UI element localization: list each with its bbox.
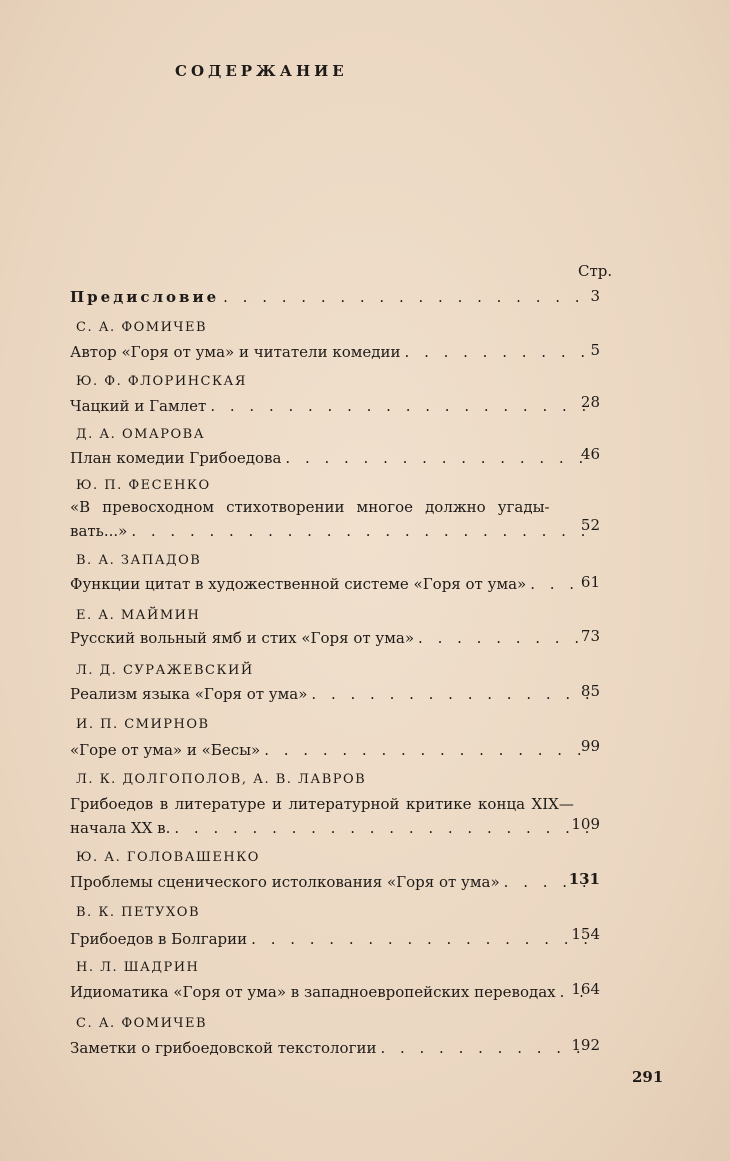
toc-entry-title-text: вать...» [70, 522, 128, 540]
dot-leader [206, 396, 590, 416]
toc-entry-title-text: «Горе от ума» и «Бесы» [70, 741, 261, 759]
toc-entry-title [70, 342, 590, 362]
toc-entry-title [70, 740, 590, 760]
toc-entry-title [70, 872, 590, 892]
toc-author: Ю. А. ГОЛОВАШЕНКО [76, 850, 260, 865]
toc-page-number: 109 [571, 815, 600, 833]
toc-author: Л. Д. СУРАЖЕВСКИЙ [76, 663, 254, 678]
dot-leader [127, 521, 590, 541]
toc-page-number: 164 [571, 980, 600, 998]
toc-entry-title-text: Функции цитат в художественной системе «Горя от ума» [70, 575, 527, 593]
toc-entry-title [70, 521, 590, 541]
toc-author: Ю. Ф. ФЛОРИНСКАЯ [76, 374, 247, 389]
toc-page-number: 131 [568, 870, 600, 888]
toc-entry-title-text: Грибоедов в Болгарии [70, 930, 248, 948]
toc-entry-title-text: Автор «Горя от ума» и читатели комедии [70, 343, 401, 361]
toc-page-number: 52 [580, 516, 600, 534]
toc-author: В. А. ЗАПАДОВ [76, 553, 202, 568]
dot-leader [260, 740, 590, 760]
dot-leader [219, 287, 590, 307]
toc-page-number: 61 [580, 573, 600, 591]
toc-author: С. А. ФОМИЧЕВ [76, 320, 208, 335]
toc-entry-title-text: Заметки о грибоедовской текстологии [70, 1039, 377, 1057]
dot-leader [247, 929, 590, 949]
toc-entry-title-text: Реализм языка «Горя от ума» [70, 685, 308, 703]
dot-leader [170, 818, 590, 838]
toc-author: И. П. СМИРНОВ [76, 717, 210, 732]
toc-entry-title-text: Русский вольный ямб и стих «Горя от ума» [70, 629, 415, 647]
toc-page-number: 5 [590, 341, 600, 359]
toc-entry-title [70, 1038, 590, 1058]
toc-author: Н. Л. ШАДРИН [76, 960, 200, 975]
toc-page-number: 3 [590, 287, 600, 305]
toc-entry-title [70, 396, 590, 416]
toc-author: Д. А. ОМАРОВА [76, 427, 206, 442]
toc-entry-title [70, 628, 590, 648]
toc-entry-title-text: Проблемы сценического истолкования «Горя от ума» [70, 873, 500, 891]
toc-author: С. А. ФОМИЧЕВ [76, 1016, 208, 1031]
toc-entry-title [70, 929, 590, 949]
toc-entry-title [70, 574, 590, 594]
contents-title: СОДЕРЖАНИЕ [175, 62, 348, 80]
toc-entry-title-text: начала XX в. [70, 819, 171, 837]
toc-entry-title [70, 982, 590, 1002]
toc-entry-title-text: План комедии Грибоедова [70, 449, 282, 467]
toc-entry-title [70, 448, 590, 468]
toc-author: В. К. ПЕТУХОВ [76, 905, 201, 920]
page-column-header: Стр. [578, 262, 613, 280]
toc-page-number: 154 [571, 925, 600, 943]
toc-page-number: 28 [580, 393, 600, 411]
toc-entry-title-text: Чацкий и Гамлет [70, 397, 207, 415]
dot-leader [281, 448, 590, 468]
toc-page-number: 192 [571, 1036, 600, 1054]
toc-entry-title-text: «В превосходном стихотворении многое должно угады- [70, 498, 550, 516]
toc-page-number: 99 [580, 737, 600, 755]
toc-page-number: 85 [580, 682, 600, 700]
toc-entry-title-text: Предисловие [70, 288, 220, 306]
toc-entry-title [70, 497, 590, 517]
toc-entry-title [70, 794, 590, 814]
toc-author: Е. А. МАЙМИН [76, 608, 201, 623]
toc-author: Ю. П. ФЕСЕНКО [76, 478, 211, 493]
toc-page-number: 46 [580, 445, 600, 463]
toc-entry-title [70, 287, 590, 307]
toc-entry-title-text: Идиоматика «Горя от ума» в западноевропейских переводах [70, 983, 556, 1001]
toc-author: Л. К. ДОЛГОПОЛОВ, А. В. ЛАВРОВ [76, 772, 367, 787]
toc-entry-title [70, 684, 590, 704]
toc-entry-title-text: Грибоедов в литературе и литературной критике конца XIX— [70, 795, 574, 813]
toc-entry-title [70, 818, 590, 838]
page-folio: 291 [632, 1068, 664, 1086]
toc-page-number: 73 [580, 627, 600, 645]
